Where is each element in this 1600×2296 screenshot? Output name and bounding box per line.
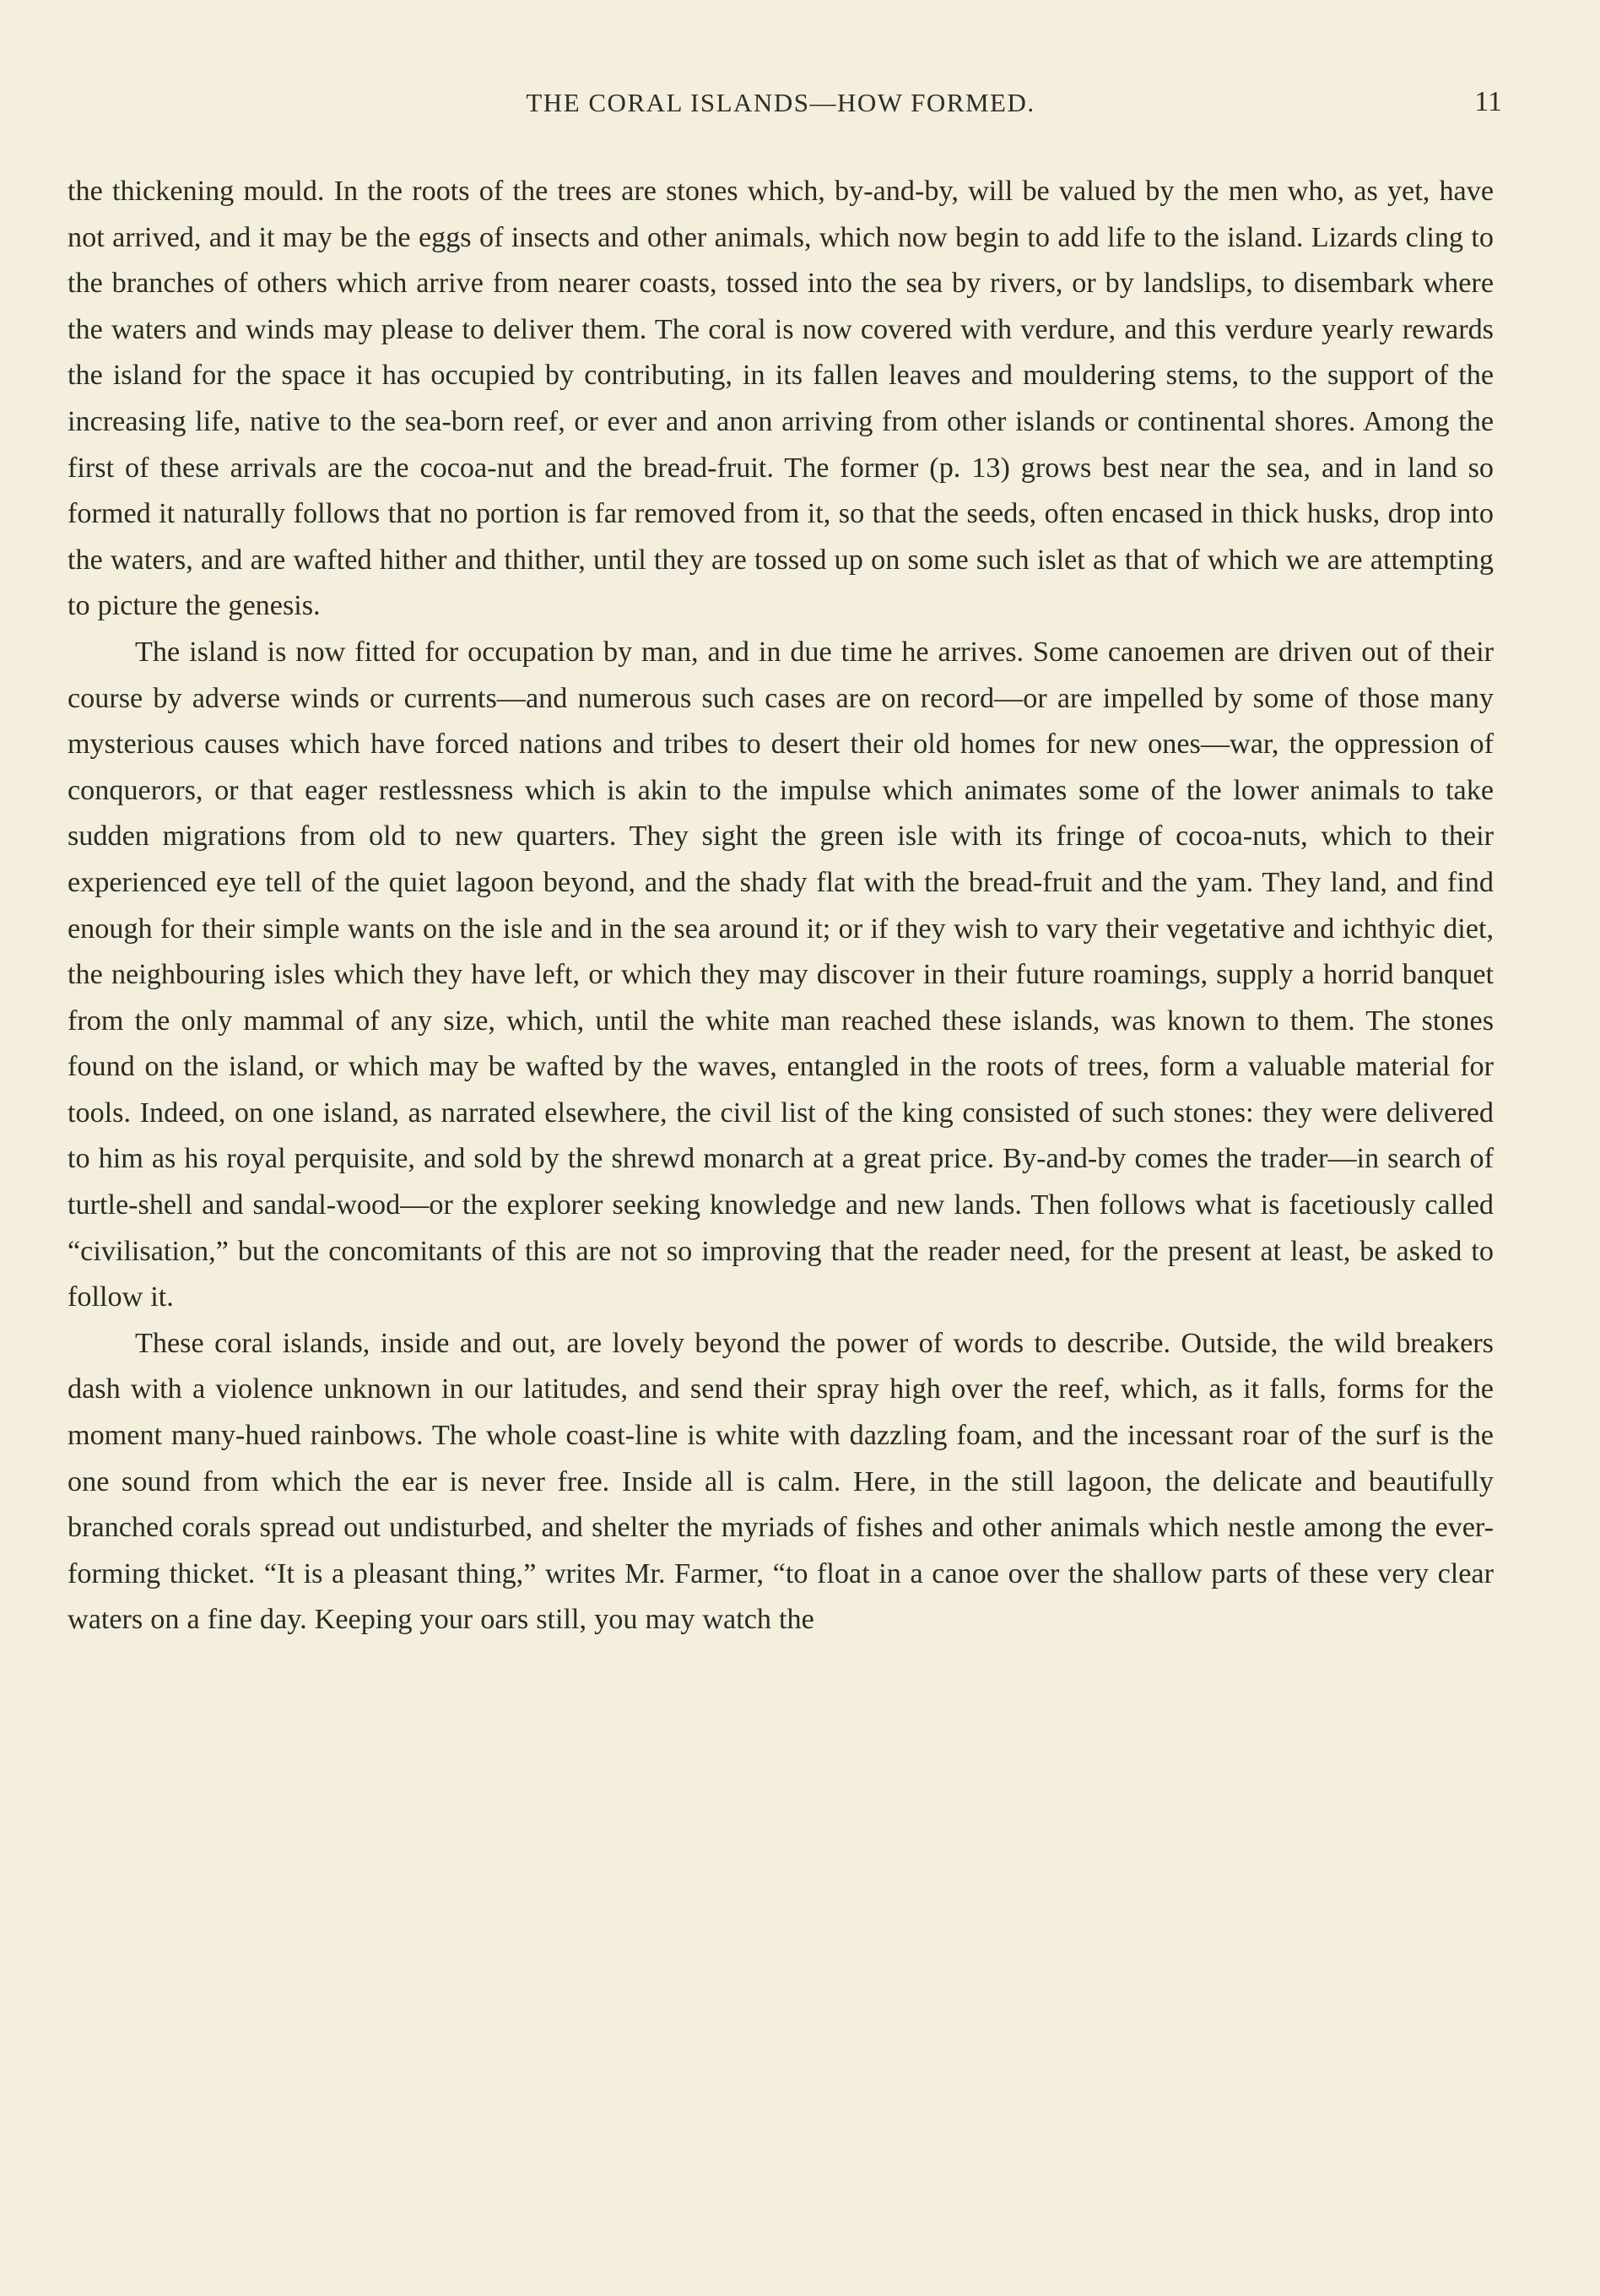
paragraph-continuation: the thickening mould. In the roots of the trees are stones which, by-and-by, will be valued by the men who, as yet, have not arrived, and it may be the eggs of insects and other animals, which now begin to add life to the island. Lizards cling to the branches of others which arrive from nearer coasts, tossed into the sea by rivers, or by landslips, to disembark where the waters and winds may please to deliver them. The coral is now covered with verdure, and this verdure yearly rewards the island for the space it has occupied by contributing, in its fallen leaves and mouldering stems, to the support of the increasing life, native to the sea-born reef, or ever and anon arriving from other islands or continental shores. Among the first of these arrivals are the cocoa-nut and the bread-fruit. The former (p. 13) grows best near the sea, and in land so formed it naturally follows that no portion is far removed from it, so that the seeds, often encased in thick husks, drop into the waters, and are wafted hither and thither, until they are tossed up on some such islet as that of which we are attempting to picture the genesis. — [68, 176, 1494, 622]
paragraph-coral-islands-beauty: These coral islands, inside and out, are lovely beyond the power of words to describe. Outside, the wild breakers dash with a violence unknown in our latitudes, and send their spray high over the reef, which, as it falls, forms for the moment many-hued rainbows. The whole coast-line is white with dazzling foam, and the incessant roar of the surf is the one sound from which the ear is never free. Inside all is calm. Here, in the still lagoon, the delicate and beautifully branched corals spread out undisturbed, and shelter the myriads of fishes and other animals which nestle among the ever-forming thicket. “It is a pleasant thing,” writes Mr. Farmer, “to float in a canoe over the shallow parts of these very clear waters on a fine day. Keeping your oars still, you may watch the — [68, 1327, 1494, 1636]
running-head — [68, 86, 1502, 122]
running-title: THE CORAL ISLANDS—HOW FORMED. — [526, 88, 1035, 117]
body-text — [68, 169, 1494, 1643]
paragraph-island-occupation: The island is now fitted for occupation by man, and in due time he arrives. Some canoemen are driven out of their course by adverse winds or currents—and numerous such cases are on record—or are impelled by some of those many mysterious causes which have forced nations and tribes to desert their old homes for new ones—war, the oppression of conquerors, or that eager restlessness which is akin to the impulse which animates some of the lower animals to take sudden migrations from old to new quarters. They sight the green isle with its fringe of cocoa-nuts, which to their experienced eye tell of the quiet lagoon beyond, and the shady flat with the bread-fruit and the yam. They land, and find enough for their simple wants on the isle and in the sea around it; or if they wish to vary their vegetative and ichthyic diet, the neighbouring isles which they have left, or which they may discover in their future roamings, supply a horrid banquet from the only mammal of any size, which, until the white man reached these islands, was known to them. The stones found on the island, or which may be wafted by the waves, entangled in the roots of trees, form a valuable material for tools. Indeed, on one island, as narrated elsewhere, the civil list of the king consisted of such stones: they were delivered to him as his royal perquisite, and sold by the shrewd monarch at a great price. By-and-by comes the trader—in search of turtle-shell and sandal-wood—or the explorer seeking knowledge and new lands. Then follows what is facetiously called “civilisation,” but the concomitants of this are not so improving that the reader need, for the present at least, be asked to follow it. — [68, 636, 1494, 1313]
page-number: 11 — [1474, 86, 1502, 117]
